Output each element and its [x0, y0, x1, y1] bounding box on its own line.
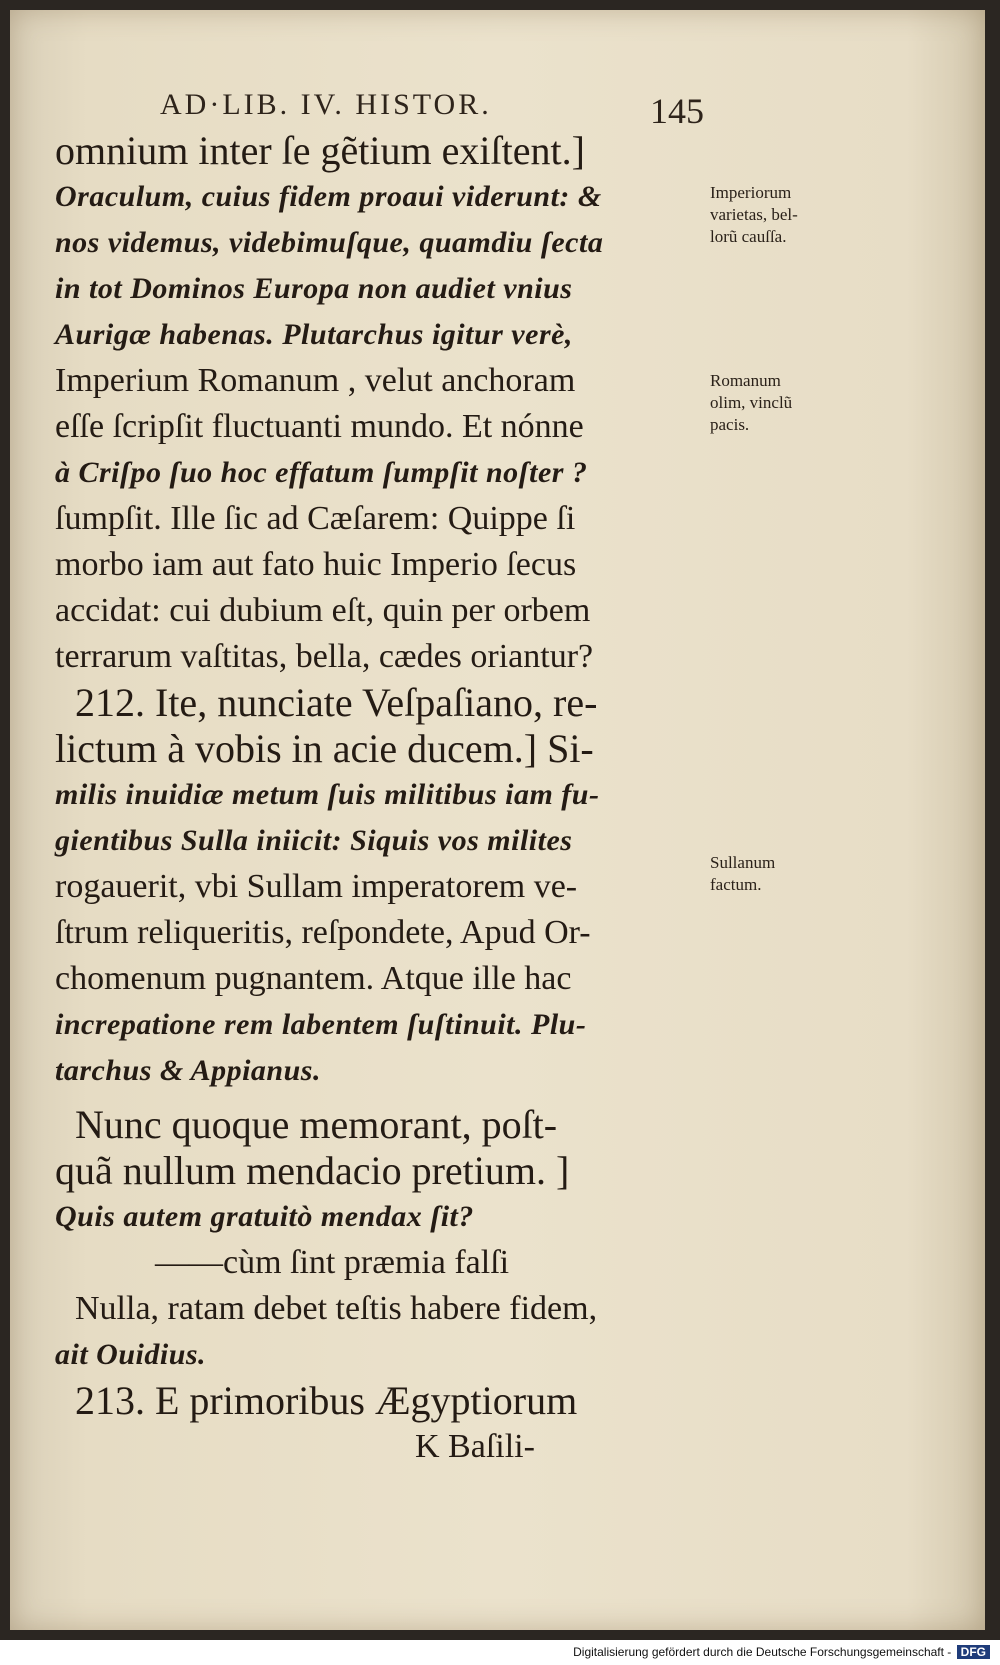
verse-line: Nulla, ratam debet teſtis habere fidem,	[75, 1290, 598, 1327]
text-line: omnium inter ſe gẽtium exiſtent.]	[55, 128, 585, 173]
marginal-note: Sullanum factum.	[710, 853, 776, 894]
text-line: lictum à vobis in acie ducem.] Si-	[55, 726, 594, 771]
text-line: Oraculum, cuius fidem proaui viderunt: &	[55, 180, 602, 213]
text-line: in tot Dominos Europa non audiet vnius	[55, 272, 573, 305]
section-212-heading: 212. Ite, nunciate Veſpaſiano, re-	[75, 680, 598, 725]
text-line: accidat: cui dubium eſt, quin per orbem	[55, 592, 591, 629]
text-line: quã nullum mendacio pretium. ]	[55, 1148, 570, 1193]
text-line: à Criſpo ſuo hoc effatum ſumpſit noſter ?	[55, 456, 588, 489]
text-line: nos videmus, videbimuſque, quamdiu ſecta	[55, 226, 604, 259]
text-line: gientibus Sulla iniicit: Siquis vos milites	[55, 824, 573, 857]
lemma-heading: Nunc quoque memorant, poſt-	[75, 1102, 558, 1147]
text-line: milis inuidiæ metum ſuis militibus iam fu-	[55, 778, 600, 811]
signature-catchword: K Baſili-	[415, 1428, 535, 1465]
text-line: Imperium Romanum , velut anchoram	[55, 362, 576, 399]
text-line: Quis autem gratuitò mendax ſit?	[55, 1200, 474, 1233]
main-text	[55, 128, 705, 1470]
text-line: eſſe ſcripſit fluctuanti mundo. Et nónne	[55, 408, 584, 445]
text-line: increpatione rem labentem ſuſtinuit. Plu-	[55, 1008, 587, 1041]
page-number: 145	[650, 91, 704, 131]
text-line: ſtrum reliqueritis, reſpondete, Apud Or-	[55, 914, 591, 951]
verse-line: ——cùm ſint præmia falſi	[155, 1244, 510, 1281]
digitization-credit	[573, 1645, 990, 1659]
credit-text: Digitalisierung gefördert durch die Deutsche Forschungsgemeinschaft -	[573, 1645, 952, 1659]
dfg-logo: DFG	[957, 1645, 990, 1659]
marginal-note: Romanum olim, vinclũ pacis.	[710, 371, 793, 434]
text-line: ſumpſit. Ille ſic ad Cæſarem: Quippe ſi	[55, 500, 576, 537]
text-line: rogauerit, vbi Sullam imperatorem ve-	[55, 868, 578, 905]
section-213-heading: 213. E primoribus Ægyptiorum	[75, 1378, 578, 1423]
marginal-note: Imperiorum varietas, bel- lorũ cauſſa.	[710, 183, 798, 246]
text-line: ait Ouidius.	[55, 1338, 207, 1371]
running-title: AD·LIB. IV. HISTOR.	[160, 88, 492, 121]
text-line: morbo iam aut fato huic Imperio ſecus	[55, 546, 577, 583]
text-line: Aurigæ habenas. Plutarchus igitur verè,	[55, 318, 573, 351]
text-line: tarchus & Appianus.	[55, 1054, 321, 1087]
text-line: chomenum pugnantem. Atque ille hac	[55, 960, 572, 997]
text-line: terrarum vaſtitas, bella, cædes oriantur?	[55, 638, 594, 675]
book-page	[10, 10, 985, 1630]
